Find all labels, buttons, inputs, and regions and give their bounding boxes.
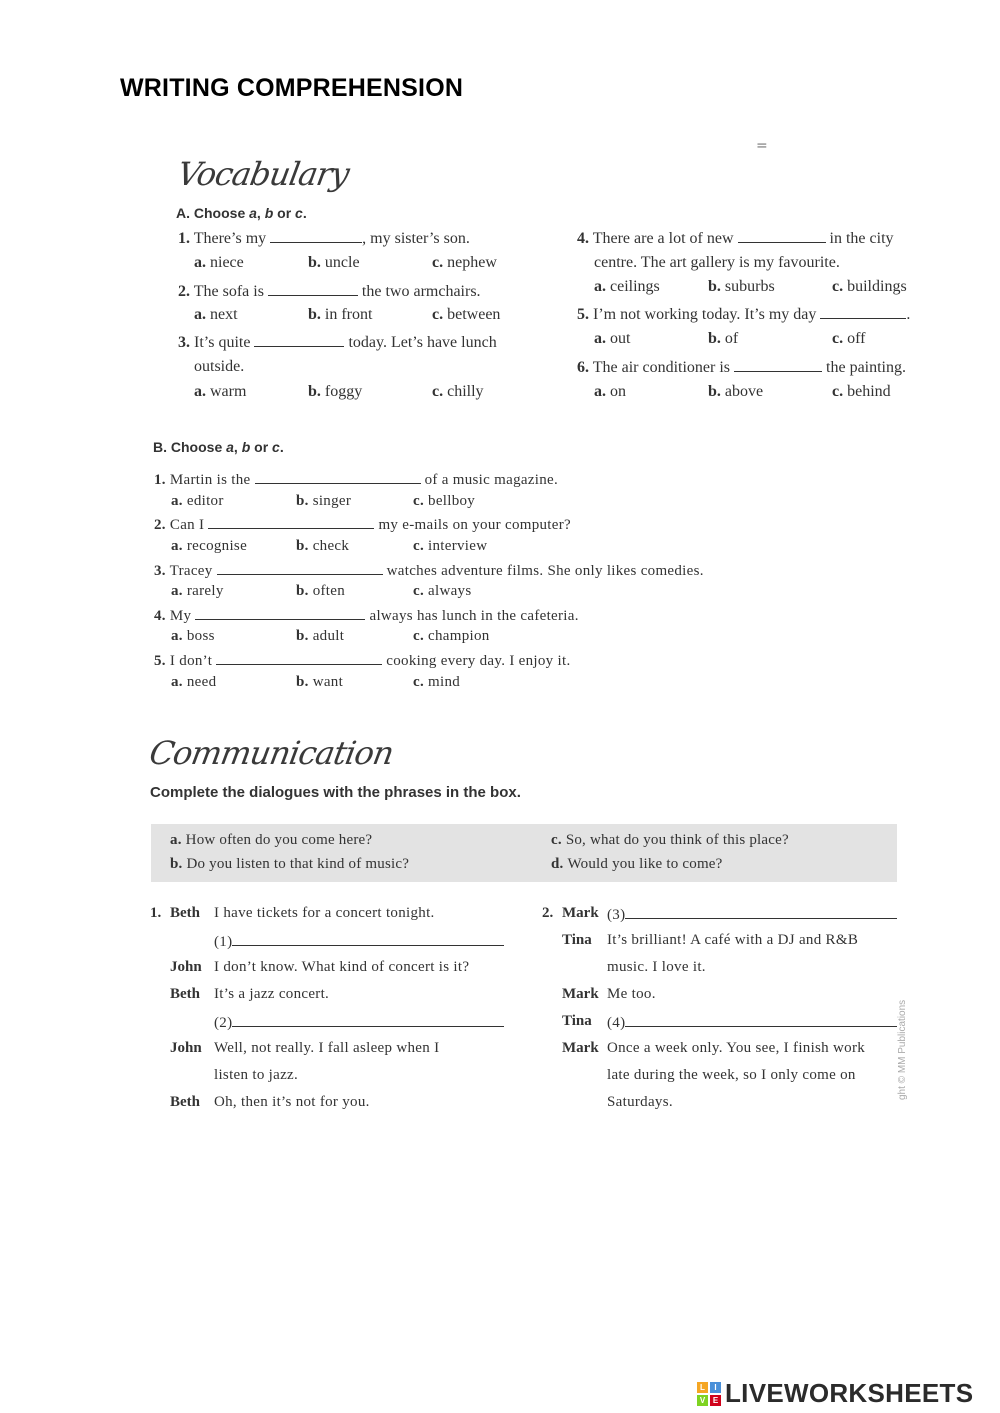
- option-a[interactable]: a. need: [171, 674, 217, 690]
- instr-c: c: [272, 439, 280, 455]
- part-a-instruction: [176, 205, 307, 221]
- option-a[interactable]: a. ceilings: [594, 278, 660, 295]
- brand-icon-cell: L: [697, 1382, 708, 1393]
- question-number: 4.: [577, 230, 589, 247]
- speaker-beth: Beth: [170, 986, 200, 1002]
- instr-prefix: A. Choose: [176, 205, 250, 221]
- question-number: 4.: [154, 608, 166, 624]
- dialogue-line-gap-2: [214, 1013, 504, 1032]
- instr-c: c: [295, 205, 303, 221]
- dialogue-line: music. I love it.: [607, 959, 706, 975]
- question-text: of a music magazine.: [424, 472, 559, 488]
- question-number: 2.: [178, 283, 190, 300]
- question-text: I’m not working today. It’s my day: [593, 306, 817, 323]
- brand-grid-icon: [697, 1382, 721, 1406]
- question-text: It’s quite: [194, 334, 251, 351]
- speaker-john: John: [170, 959, 202, 975]
- brand-icon-cell: V: [697, 1395, 708, 1406]
- question-continuation: outside.: [194, 358, 245, 375]
- question-text: I don’t: [169, 653, 213, 669]
- question-b5: [154, 651, 571, 670]
- question-text: The air conditioner is: [592, 359, 731, 376]
- option-c[interactable]: c. off: [832, 330, 866, 347]
- question-b1: [154, 470, 558, 489]
- option-c[interactable]: c. interview: [413, 538, 488, 554]
- vocabulary-heading: Vocabulary: [174, 155, 352, 193]
- dialogue-line: I have tickets for a concert tonight.: [214, 905, 435, 921]
- question-text: There’s my: [193, 230, 267, 247]
- question-a3: [178, 333, 497, 352]
- option-b[interactable]: b. often: [296, 583, 346, 599]
- option-a[interactable]: a. rarely: [171, 583, 224, 599]
- option-c[interactable]: c. champion: [413, 628, 490, 644]
- answer-blank[interactable]: [734, 358, 822, 372]
- speaker-john: John: [170, 1040, 202, 1056]
- question-text: today. Let’s have lunch: [348, 334, 497, 351]
- option-c[interactable]: c. behind: [832, 383, 891, 400]
- question-text: My: [169, 608, 192, 624]
- question-b3: [154, 561, 704, 580]
- dialogue-line: It’s brilliant! A café with a DJ and R&B: [607, 932, 859, 948]
- dialogue-line: listen to jazz.: [214, 1067, 299, 1083]
- instr-or: or: [273, 205, 296, 221]
- instr-b: b: [264, 205, 274, 221]
- dialogue-line: Well, not really. I fall asleep when I: [214, 1040, 440, 1056]
- speaker-beth: Beth: [170, 1094, 200, 1110]
- question-b4: [154, 606, 579, 625]
- speaker-mark: Mark: [562, 905, 599, 921]
- communication-heading: Communication: [146, 734, 397, 772]
- gap-number: (3): [607, 907, 626, 923]
- answer-blank[interactable]: [232, 1013, 504, 1027]
- question-a4: [577, 229, 894, 248]
- question-number: 1.: [178, 230, 190, 247]
- dash-mark: =: [756, 138, 768, 154]
- question-number: 3.: [178, 334, 190, 351]
- speaker-tina: Tina: [562, 932, 592, 948]
- option-c[interactable]: c. bellboy: [413, 493, 476, 509]
- instr-comma: ,: [233, 439, 242, 455]
- dialogue-1-number: 1.: [150, 905, 162, 921]
- gap-number: (2): [214, 1015, 233, 1031]
- question-a2: [178, 282, 481, 301]
- question-a5: [577, 305, 910, 324]
- question-text: Tracey: [169, 563, 213, 579]
- question-number: 3.: [154, 563, 166, 579]
- phrase-c: c. So, what do you think of this place?: [551, 832, 789, 848]
- option-b[interactable]: b. want: [296, 674, 344, 690]
- question-number: 5.: [577, 306, 589, 323]
- answer-blank[interactable]: [195, 606, 365, 620]
- page-title: WRITING COMPREHENSION: [120, 74, 464, 102]
- speaker-mark: Mark: [562, 986, 599, 1002]
- question-text: cooking every day. I enjoy it.: [386, 653, 571, 669]
- speaker-tina: Tina: [562, 1013, 592, 1029]
- instr-b: b: [241, 439, 251, 455]
- brand-icon-cell: E: [710, 1395, 721, 1406]
- liveworksheets-logo: [697, 1378, 973, 1409]
- speaker-mark: Mark: [562, 1040, 599, 1056]
- instr-prefix: B. Choose: [153, 439, 227, 455]
- instr-or: or: [250, 439, 273, 455]
- brand-icon-cell: I: [710, 1382, 721, 1393]
- speaker-beth: Beth: [170, 905, 200, 921]
- option-c[interactable]: c. always: [413, 583, 472, 599]
- question-text: , my sister’s son.: [362, 230, 470, 247]
- option-a[interactable]: a. recognise: [171, 538, 248, 554]
- option-a[interactable]: a. editor: [171, 493, 224, 509]
- answer-blank[interactable]: [738, 229, 826, 243]
- option-c[interactable]: c. nephew: [432, 254, 497, 271]
- phrase-b: b. Do you listen to that kind of music?: [170, 856, 410, 872]
- instr-end: .: [302, 205, 307, 221]
- dialogue-2-number: 2.: [542, 905, 554, 921]
- instr-a: a: [226, 439, 234, 455]
- dialogue-line: Once a week only. You see, I finish work: [607, 1040, 866, 1056]
- answer-blank[interactable]: [820, 305, 906, 319]
- question-text: the painting.: [826, 359, 906, 376]
- communication-instruction: Complete the dialogues with the phrases in the box.: [150, 784, 521, 801]
- option-b[interactable]: b. uncle: [308, 254, 360, 271]
- question-continuation: centre. The art gallery is my favourite.: [594, 254, 840, 271]
- dialogue-line-gap-1: [214, 932, 504, 951]
- question-number: 5.: [154, 653, 166, 669]
- question-text: .: [906, 306, 911, 323]
- question-text: the two armchairs.: [361, 283, 481, 300]
- option-b[interactable]: b. suburbs: [708, 278, 775, 295]
- option-c[interactable]: c. mind: [413, 674, 461, 690]
- answer-blank[interactable]: [255, 470, 421, 484]
- question-text: The sofa is: [193, 283, 264, 300]
- option-b[interactable]: b. in front: [308, 306, 373, 323]
- answer-blank[interactable]: [268, 282, 358, 296]
- option-a[interactable]: a. out: [594, 330, 631, 347]
- brand-name: LIVEWORKSHEETS: [725, 1378, 974, 1408]
- dialogue-line-gap-4: [607, 1013, 897, 1032]
- question-a1: [178, 229, 470, 248]
- option-c[interactable]: c. buildings: [832, 278, 907, 295]
- gap-number: (4): [607, 1015, 626, 1031]
- option-b[interactable]: b. foggy: [308, 383, 363, 400]
- option-b[interactable]: b. adult: [296, 628, 345, 644]
- part-b-instruction: [153, 439, 284, 455]
- answer-blank[interactable]: [217, 561, 383, 575]
- option-a[interactable]: a. on: [594, 383, 626, 400]
- question-text: Martin is the: [169, 472, 251, 488]
- option-c[interactable]: c. chilly: [432, 383, 484, 400]
- question-b2: [154, 515, 571, 534]
- question-text: watches adventure films. She only likes comedies.: [386, 563, 704, 579]
- copyright-notice: ght © MM Publications: [897, 999, 908, 1100]
- dialogue-line: Saturdays.: [607, 1094, 673, 1110]
- question-number: 2.: [154, 517, 166, 533]
- phrase-d: d. Would you like to come?: [551, 856, 723, 872]
- instr-a: a: [249, 205, 257, 221]
- option-b[interactable]: b. of: [708, 330, 739, 347]
- option-a[interactable]: a. next: [194, 306, 238, 323]
- answer-blank[interactable]: [216, 651, 382, 665]
- question-number: 6.: [577, 359, 589, 376]
- answer-blank[interactable]: [254, 333, 344, 347]
- answer-blank[interactable]: [232, 932, 504, 946]
- dialogue-line: I don’t know. What kind of concert is it?: [214, 959, 470, 975]
- question-text: in the city: [829, 230, 894, 247]
- option-b[interactable]: b. check: [296, 538, 350, 554]
- instr-end: .: [279, 439, 284, 455]
- option-a[interactable]: a. boss: [171, 628, 215, 644]
- question-text: always has lunch in the cafeteria.: [369, 608, 579, 624]
- answer-blank[interactable]: [625, 905, 897, 919]
- option-c[interactable]: c. between: [432, 306, 501, 323]
- phrase-a: a. How often do you come here?: [170, 832, 373, 848]
- option-b[interactable]: b. above: [708, 383, 764, 400]
- dialogue-line: late during the week, so I only come on: [607, 1067, 856, 1083]
- option-b[interactable]: b. singer: [296, 493, 352, 509]
- option-a[interactable]: a. niece: [194, 254, 244, 271]
- question-text: There are a lot of new: [592, 230, 734, 247]
- answer-blank[interactable]: [208, 515, 374, 529]
- question-text: my e-mails on your computer?: [378, 517, 571, 533]
- instr-comma: ,: [256, 205, 265, 221]
- question-text: Can I: [169, 517, 205, 533]
- answer-blank[interactable]: [270, 229, 362, 243]
- dialogue-line: Oh, then it’s not for you.: [214, 1094, 370, 1110]
- question-number: 1.: [154, 472, 166, 488]
- dialogue-line: It’s a jazz concert.: [214, 986, 330, 1002]
- dialogue-line-gap-3: [607, 905, 897, 924]
- option-a[interactable]: a. warm: [194, 383, 247, 400]
- gap-number: (1): [214, 934, 233, 950]
- question-a6: [577, 358, 906, 377]
- dialogue-line: Me too.: [607, 986, 656, 1002]
- answer-blank[interactable]: [625, 1013, 897, 1027]
